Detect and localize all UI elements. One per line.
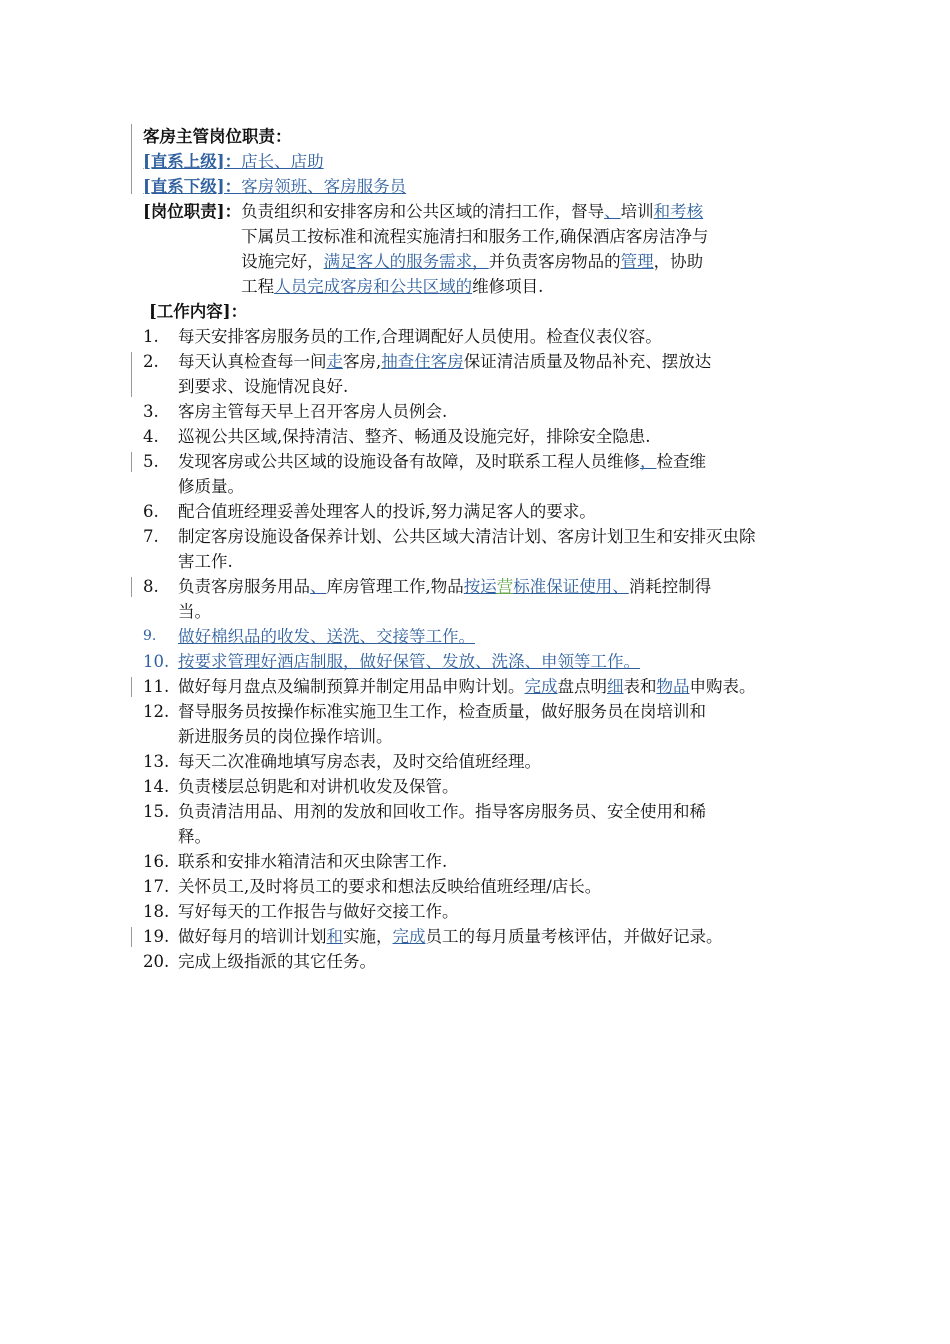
item-text: 巡视公共区域,保持清洁、整齐、畅通及设施完好，排除安全隐患.	[178, 427, 651, 446]
item-text: 员工的每月质量考核评估，并做好记录。	[425, 927, 723, 946]
item-text: 新进服务员的岗位操作培训。	[178, 727, 393, 746]
item-number: 14.	[143, 777, 170, 796]
superior-line	[143, 149, 813, 174]
item-number: 5.	[143, 452, 159, 471]
duty-text-part: 维修项目.	[472, 277, 544, 296]
item-text-link: 按运	[463, 577, 497, 596]
work-content-list	[143, 324, 813, 974]
duty-text-part: ，协助	[653, 252, 704, 271]
list-item	[143, 499, 813, 524]
change-bar	[131, 577, 132, 597]
item-text: 完成上级指派的其它任务。	[178, 952, 376, 971]
list-item	[143, 849, 813, 874]
item-text-link: 标准保证使用、	[513, 577, 629, 596]
subordinate-line	[143, 174, 813, 199]
list-item	[143, 649, 813, 674]
duty-text	[241, 199, 789, 299]
duty-text-part: 、	[604, 202, 621, 221]
item-text-link: 走	[326, 352, 343, 371]
item-number: 4.	[143, 427, 159, 446]
document-body	[143, 124, 813, 974]
list-item	[143, 624, 813, 649]
item-text: 做好每月的培训计划	[178, 927, 327, 946]
list-item	[143, 449, 813, 499]
superior-label: [直系上级]：	[143, 152, 242, 171]
item-text-link: 营	[496, 577, 514, 596]
duty-text-part: 并负责客房物品的	[488, 252, 621, 271]
item-number: 12.	[143, 702, 170, 721]
item-text: 客房,	[343, 352, 382, 371]
list-item	[143, 349, 813, 399]
duty-text-part: 负责组织和安排客房和公共区域的清扫工作，督导	[241, 202, 605, 221]
item-text: 保证清洁质量及物品补充、摆放达	[463, 352, 712, 371]
list-item	[143, 899, 813, 924]
item-text: 检查维	[656, 452, 706, 471]
change-bar	[131, 124, 132, 194]
change-bar	[131, 927, 132, 947]
item-text: 督导服务员按操作标准实施卫生工作，检查质量，做好服务员在岗培训和	[178, 702, 706, 721]
item-text: 消耗控制得	[628, 577, 712, 596]
item-number: 18.	[143, 902, 170, 921]
item-number: 7.	[143, 527, 159, 546]
duty-text-part: 工程	[241, 277, 275, 296]
item-text-link: 完成	[524, 677, 558, 696]
duty-label: [岗位职责]：	[143, 202, 242, 221]
item-number: 10.	[143, 652, 170, 671]
list-item	[143, 774, 813, 799]
item-text: 修质量。	[178, 477, 244, 496]
duty-text-part: 和考核	[653, 202, 704, 221]
list-item	[143, 924, 813, 949]
item-text: 释。	[178, 827, 211, 846]
item-text: 害工作.	[178, 552, 233, 571]
page-title: 客房主管岗位职责：	[143, 127, 292, 146]
item-number: 11.	[143, 677, 170, 696]
list-item	[143, 424, 813, 449]
item-text: 每天安排客房服务员的工作,合理调配好人员使用。检查仪表仪容。	[178, 327, 662, 346]
list-item	[143, 874, 813, 899]
item-text-link: 细	[607, 677, 624, 696]
item-number: 16.	[143, 852, 170, 871]
list-item	[143, 524, 813, 574]
item-number: 17.	[143, 877, 170, 896]
item-text: 表和	[623, 677, 657, 696]
item-number: 20.	[143, 952, 170, 971]
list-item	[143, 749, 813, 774]
list-item	[143, 574, 813, 624]
duty-text-part: 下属员工按标准和流程实施清扫和服务工作,确保酒店客房洁净与	[241, 227, 709, 246]
change-bar	[131, 677, 132, 697]
item-text-link: 和	[326, 927, 343, 946]
item-number: 19.	[143, 927, 170, 946]
item-text: 当。	[178, 602, 211, 621]
item-number: 3.	[143, 402, 159, 421]
item-text-link: 物品	[656, 677, 690, 696]
list-item	[143, 399, 813, 424]
item-number: 8.	[143, 577, 159, 596]
item-text: 制定客房设施设备保养计划、公共区域大清洁计划、客房计划卫生和安排灭虫除	[178, 527, 756, 546]
item-text: 到要求、设施情况良好.	[178, 377, 349, 396]
item-text: 实施，	[343, 927, 393, 946]
item-text: 库房管理工作,物品	[326, 577, 464, 596]
change-bar	[131, 452, 132, 472]
item-number: 9.	[143, 628, 157, 644]
item-number: 15.	[143, 802, 170, 821]
item-text: 负责楼层总钥匙和对讲机收发及保管。	[178, 777, 459, 796]
item-text-link: 完成	[392, 927, 426, 946]
item-text-link: 、	[310, 577, 327, 596]
item-text: 负责清洁用品、用剂的发放和回收工作。指导客房服务员、安全使用和稀	[178, 802, 706, 821]
item-text: 写好每天的工作报告与做好交接工作。	[178, 902, 459, 921]
list-item	[143, 324, 813, 349]
item-text: 客房主管每天早上召开客房人员例会.	[178, 402, 448, 421]
item-text: 做好每月盘点及编制预算并制定用品申购计划。	[178, 677, 525, 696]
item-text: 盘点明	[557, 677, 607, 696]
subordinate-value: 客房领班、客房服务员	[241, 177, 407, 196]
item-text-link: 按要求管理好酒店制服，做好保管、发放、洗涤、申领等工作。	[178, 652, 640, 671]
list-item	[143, 674, 813, 699]
item-number: 1.	[143, 327, 159, 346]
duty-paragraph	[143, 199, 813, 299]
item-text: 配合值班经理妥善处理客人的投诉,努力满足客人的要求。	[178, 502, 596, 521]
content-label: [工作内容]：	[149, 302, 248, 321]
item-text: 联系和安排水箱清洁和灭虫除害工作.	[178, 852, 448, 871]
item-text: 申购表。	[689, 677, 756, 696]
item-text-link: 抽查住客房	[381, 352, 464, 371]
item-text: 每天二次准确地填写房态表，及时交给值班经理。	[178, 752, 541, 771]
duty-text-part: 培训	[620, 202, 654, 221]
item-number: 6.	[143, 502, 159, 521]
item-text: 发现客房或公共区域的设施设备有故障，及时联系工程人员维修	[178, 452, 640, 471]
item-text: 关怀员工,及时将员工的要求和想法反映给值班经理/店长。	[178, 877, 602, 896]
item-number: 2.	[143, 352, 159, 371]
duty-text-part: 满足客人的服务需求，	[323, 252, 489, 271]
duty-text-part: 人员完成客房和公共区域的	[274, 277, 473, 296]
item-text-link: ，	[640, 452, 657, 471]
duty-text-part: 管理	[620, 252, 654, 271]
superior-value: 店长、店助	[241, 152, 324, 171]
change-bar	[131, 352, 132, 397]
item-text-link: 做好棉织品的收发、送洗、交接等工作。	[178, 627, 475, 646]
item-text: 负责客房服务用品	[178, 577, 310, 596]
list-item	[143, 699, 813, 749]
list-item	[143, 799, 813, 849]
list-item	[143, 949, 813, 974]
subordinate-label: [直系下级]：	[143, 177, 242, 196]
item-number: 13.	[143, 752, 170, 771]
duty-text-part: 设施完好，	[241, 252, 324, 271]
item-text: 每天认真检查每一间	[178, 352, 327, 371]
